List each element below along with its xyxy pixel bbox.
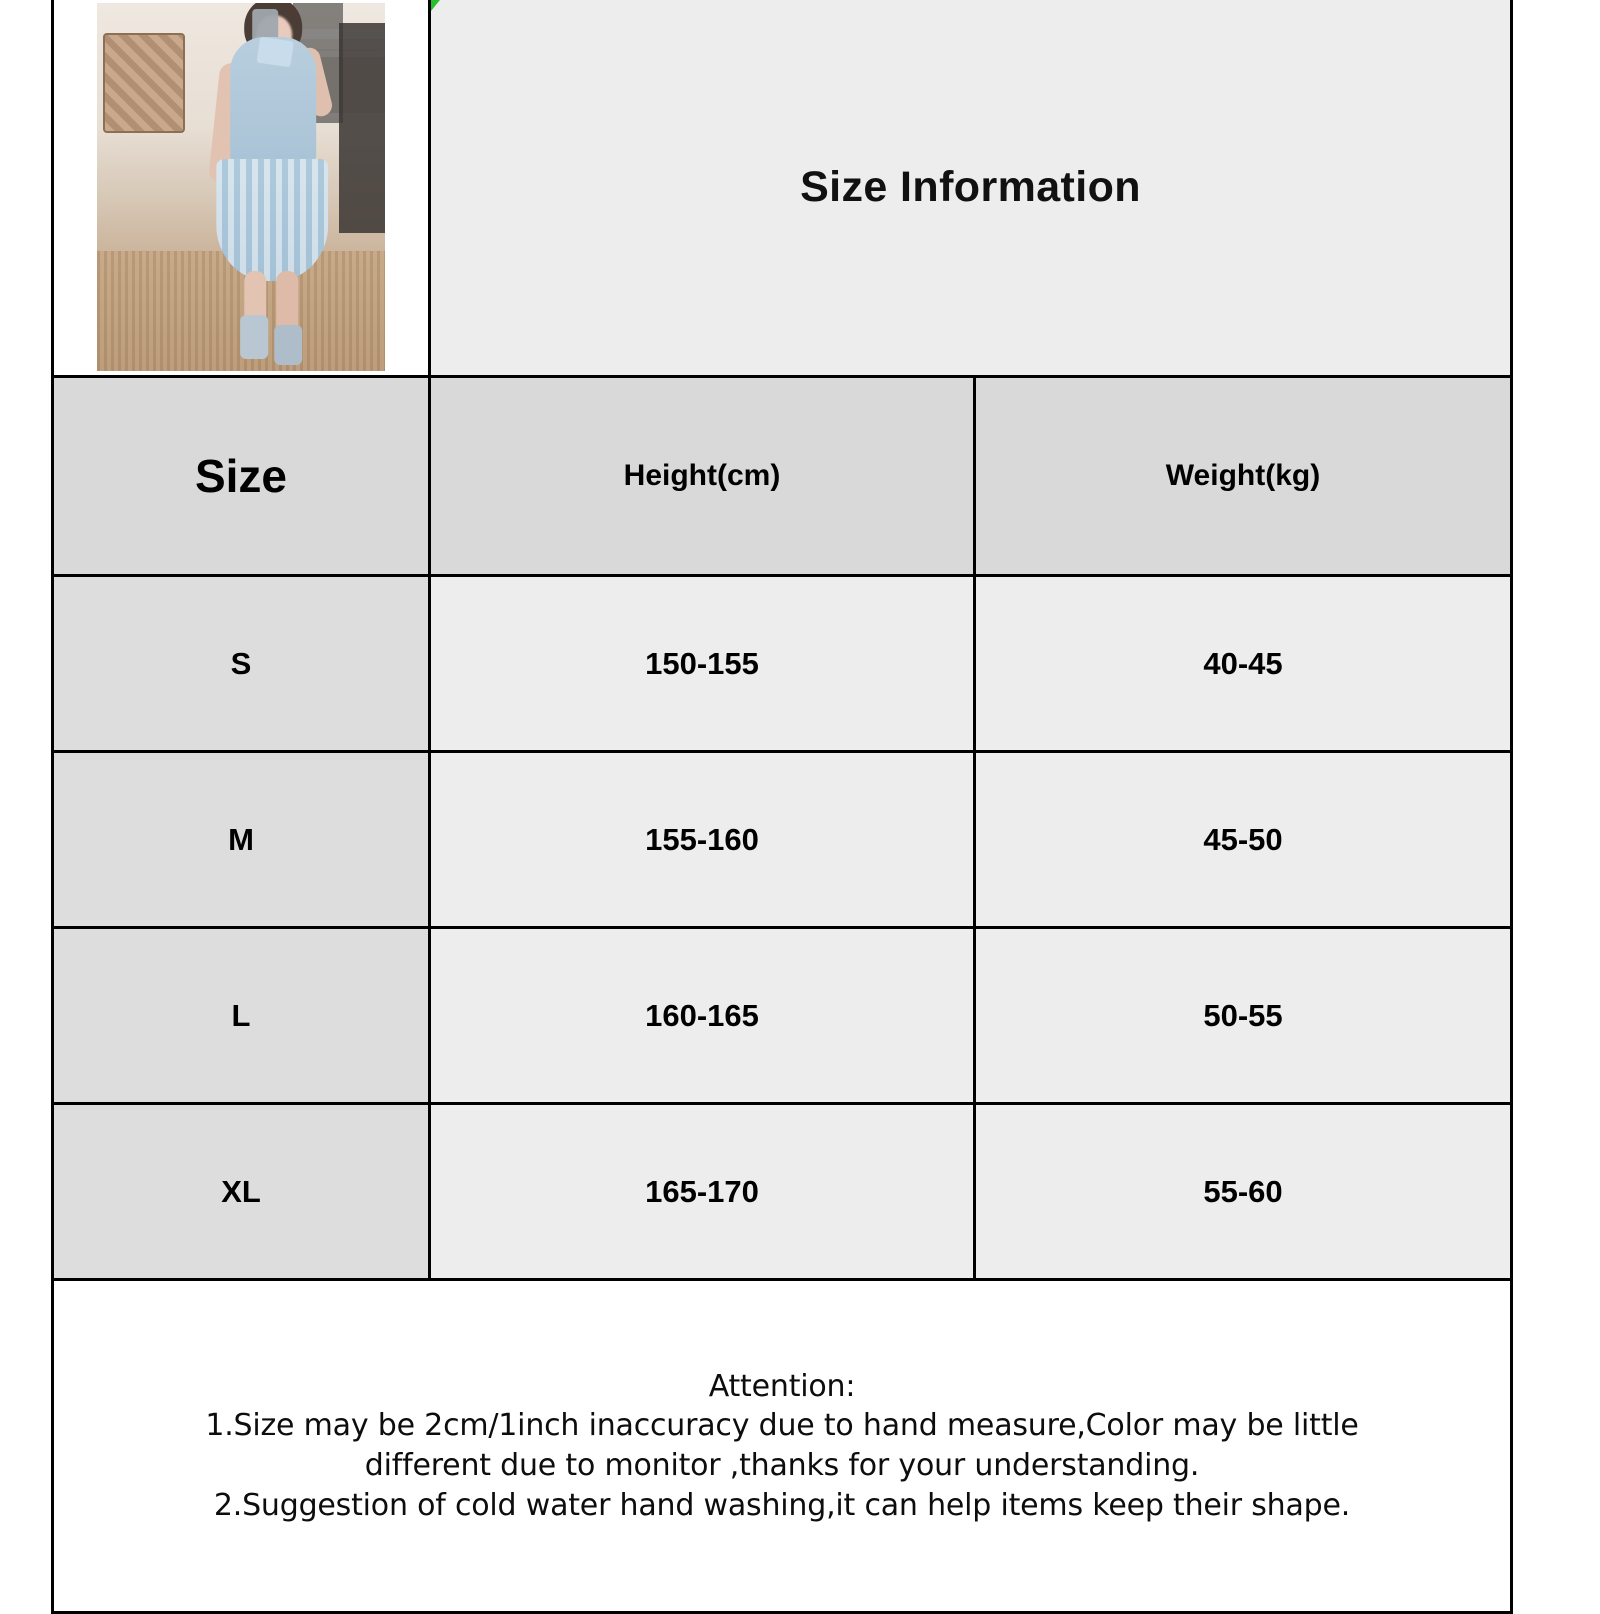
cell-size-s: S [53,576,430,752]
photo-model-left-sock [240,315,268,359]
table-row [53,928,1512,1104]
attention-line-1: 1.Size may be 2cm/1inch inaccuracy due to hand measure,Color may be little [205,1408,1359,1444]
cell-height-xl: 165-170 [430,1104,975,1280]
photo-handbag [103,33,185,133]
column-header-height: Height(cm) [430,377,975,576]
column-header-size [53,377,430,576]
cell-weight-s: 40-45 [975,576,1512,752]
table-column-header-row [53,377,1512,576]
page-title: Size Information [800,162,1141,211]
column-header-weight: Weight(kg) [975,377,1512,576]
cell-height-s: 150-155 [430,576,975,752]
photo-model-right-sock [274,325,302,365]
attention-cell [53,1280,1512,1613]
green-corner-marker-icon [431,0,444,11]
table-header-banner-row [53,0,1512,377]
title-cell [430,0,1512,377]
model-photo [97,3,385,371]
table-row [53,1104,1512,1280]
cell-weight-m: 45-50 [975,752,1512,928]
attention-row [53,1280,1512,1613]
cell-size-l: L [53,928,430,1104]
size-information-table [51,0,1513,1614]
photo-dark-bag [339,23,385,233]
photo-model-collar [257,37,294,67]
photo-model-figure [200,3,320,371]
cell-weight-xl: 55-60 [975,1104,1512,1280]
column-header-size-label: Size [194,450,288,502]
table-row [53,752,1512,928]
cell-height-m: 155-160 [430,752,975,928]
cell-size-m: M [53,752,430,928]
cell-weight-l: 50-55 [975,928,1512,1104]
photo-model-pleated-skirt [216,159,328,281]
attention-line-2: different due to monitor ,thanks for your understanding. [364,1448,1200,1483]
cell-size-xl: XL [53,1104,430,1280]
cell-height-l: 160-165 [430,928,975,1104]
attention-line-3: 2.Suggestion of cold water hand washing,it can help items keep their shape. [213,1487,1351,1523]
product-photo-cell [53,0,430,377]
attention-heading: Attention: [708,1368,856,1404]
table-row [53,576,1512,752]
